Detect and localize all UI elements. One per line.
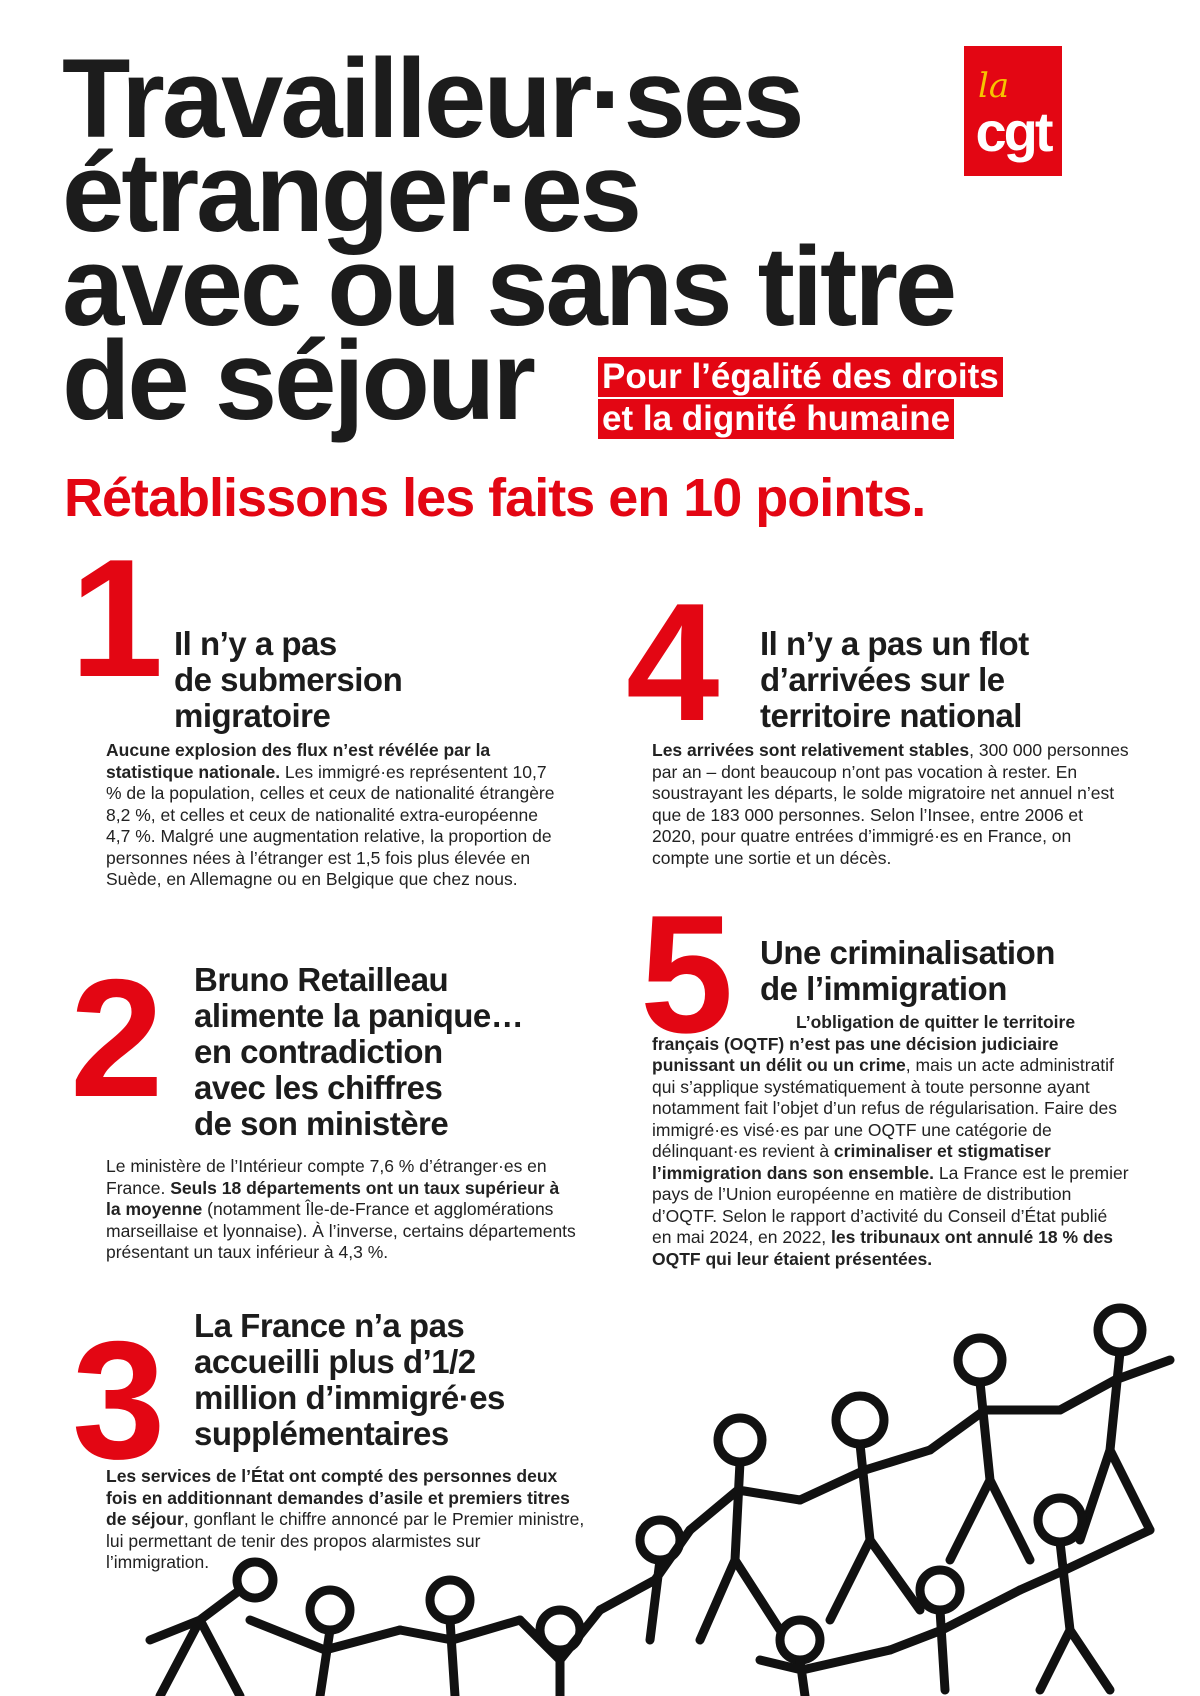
figure-icon <box>760 1620 890 1696</box>
figure-icon <box>520 1610 600 1696</box>
body-text: , 300 000 personnes par an – dont beaucoup n’ont pas vocation à rester. En soustrayant les départs, le solde migratoire net annuel n’est que de 183 000 personnes. Selon l’Insee, entre 2006 et 2020, pour quatre entrées d’immigré·es en France, on compte une sortie et un décès. <box>652 740 1129 868</box>
heading-line: Bruno Retailleau <box>194 961 449 998</box>
point-heading <box>174 626 402 734</box>
body-text: Le ministère de l’Intérieur compte 7,6 % d’étranger·es en France. <box>106 1156 547 1198</box>
body-text: , mais un acte administratif qui s’applique systématiquement à toute personne ayant notamment fait l’objet d’un refus de régularisation. Faire des immigré·es visé·es par une OQTF une catégorie de délinquant·es revient à <box>652 1055 1117 1161</box>
heading-line: La France n’a pas <box>194 1307 465 1344</box>
heading-line: accueilli plus d’1/2 <box>194 1343 476 1380</box>
heading-line: avec les chiffres <box>194 1069 443 1106</box>
point-heading <box>760 626 1029 734</box>
body-bold-text: criminaliser et stigmatiser l’immigration dans son ensemble. <box>652 1141 1051 1183</box>
point-number: 1 <box>70 524 160 712</box>
heading-line: million d’immigré·es <box>194 1379 505 1416</box>
point-heading <box>194 962 523 1142</box>
body-text: La France est le premier pays de l’Union européenne en matière de distribution d’OQTF. Selon le rapport d’activité du Conseil d’État publié en mai 2024, en 2022, <box>652 1162 1129 1247</box>
subtitle-line: Pour l’égalité des droits <box>598 357 1003 397</box>
body-bold-text: Les services de l’État ont compté des personnes deux fois en additionnant demandes d’asile et premiers titres de séjour <box>106 1466 570 1529</box>
point-body <box>652 1012 1130 1270</box>
figure-icon <box>1020 1498 1150 1690</box>
figures-illustration <box>0 1290 1200 1696</box>
heading-line: migratoire <box>174 697 331 734</box>
title-line: Travailleur·ses <box>62 36 802 161</box>
subtitle-banner <box>598 357 1003 441</box>
body-bold-text: Aucune explosion des flux n’est révélée par la statistique nationale. <box>106 740 491 782</box>
title-line: avec ou sans titre <box>62 224 955 349</box>
heading-line: de son ministère <box>194 1105 449 1142</box>
heading-line: Une criminalisation <box>760 934 1055 971</box>
heading-line: alimente la panique… <box>194 997 524 1034</box>
heading-line: territoire national <box>760 697 1022 734</box>
title-line: étranger·es <box>62 130 640 255</box>
body-bold-text: Seuls 18 départements ont un taux supérieur à la moyenne <box>106 1177 560 1219</box>
figure-icon <box>690 1418 800 1640</box>
point-number: 4 <box>626 568 716 756</box>
logo-cgt: cgt <box>975 100 1051 163</box>
heading-line: supplémentaires <box>194 1415 449 1452</box>
body-text: (notamment Île-de-France et agglomérations marseillaise et lyonnaise). À l’inverse, certains départements présentant un taux inférieur à 4,3 %. <box>106 1199 576 1262</box>
subtitle-line: et la dignité humaine <box>598 399 954 439</box>
heading-line: de submersion <box>174 661 403 698</box>
point-number: 3 <box>72 1306 162 1494</box>
figure-icon <box>400 1580 520 1696</box>
body-bold-text: L’obligation de quitter le territoire français (OQTF) n’est pas une décision judiciaire punissant un délit ou un crime <box>652 1012 1076 1075</box>
figure-icon <box>250 1590 400 1696</box>
body-text: Les immigré·es représentent 10,7 % de la population, celles et ceux de nationalité étrangère 8,2 %, et celles et ceux de nationalité extra-européenne 4,7 %. Malgré une augmentation relative, la proportion de personnes nées à l’étranger est 1,5 fois plus élevée en Suède, en Allemagne ou en Belgique que chez nous. <box>106 761 555 889</box>
body-bold-text: Les arrivées sont relativement stables <box>652 740 970 760</box>
figure-icon <box>600 1520 690 1640</box>
heading-line: de l’immigration <box>760 970 1007 1007</box>
logo-la: la <box>978 66 1010 106</box>
point-number: 5 <box>640 880 730 1068</box>
point-heading <box>760 935 1055 1007</box>
figure-icon <box>800 1396 930 1620</box>
heading-line: d’arrivées sur le <box>760 661 1005 698</box>
body-bold-text: les tribunaux ont annulé 18 % des OQTF qui leur étaient présentées. <box>652 1227 1114 1269</box>
point-body <box>652 740 1130 869</box>
headline: Rétablissons les faits en 10 points. <box>64 468 926 528</box>
heading-line: en contradiction <box>194 1033 443 1070</box>
point-body <box>106 740 564 891</box>
cgt-logo <box>964 46 1062 176</box>
body-text: , gonflant le chiffre annoncé par le Premier ministre, lui permettant de tenir des propos alarmistes sur l’immigration. <box>106 1509 585 1572</box>
heading-line: Il n’y a pas <box>174 625 337 662</box>
point-number: 2 <box>70 944 160 1132</box>
heading-line: Il n’y a pas un flot <box>760 625 1029 662</box>
point-body <box>106 1156 576 1264</box>
title-line: de séjour <box>62 318 533 443</box>
figure-icon <box>150 1562 273 1696</box>
